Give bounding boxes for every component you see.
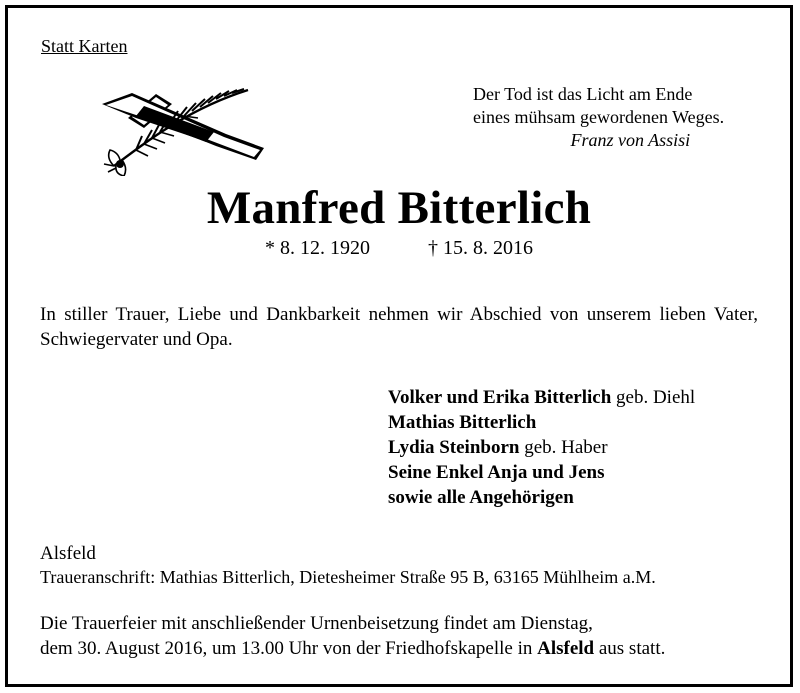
quote-block [473,83,724,152]
death-date: † 15. 8. 2016 [428,237,533,259]
signer-line: Volker und Erika Bitterlich geb. Diehl [388,387,696,408]
service-line-1: Die Trauerfeier mit anschließender Urnenbeisetzung findet am Dienstag, [40,613,593,634]
service-line-2: dem 30. August 2016, um 13.00 Uhr von der Friedhofskapelle in Alsfeld aus statt. [40,638,666,659]
signer-line: Mathias Bitterlich [388,412,537,433]
farewell-text: In stiller Trauer, Liebe und Dankbarkeit nehmen wir Abschied von unserem lieben Vater, Schwiegervater und Opa. [40,304,758,350]
quote-line-1: Der Tod ist das Licht am Ende [473,84,693,104]
statt-karten-label: Statt Karten [41,36,128,56]
deceased-name: Manfred Bitterlich [206,182,592,234]
quote-author: Franz von Assisi [570,130,691,150]
signers-list [388,385,695,510]
place-name: Alsfeld [40,543,96,564]
birth-date: * 8. 12. 1920 [265,237,370,259]
signer-line: sowie alle Angehörigen [388,487,574,508]
signer-line: Lydia Steinborn geb. Haber [388,437,608,458]
funeral-service-info [40,611,665,661]
cross-with-palm-branch-icon [96,86,276,176]
mourning-address: Traueranschrift: Mathias Bitterlich, Dietesheimer Straße 95 B, 63165 Mühlheim a.M. [40,567,656,587]
cross-icon [102,93,264,160]
life-dates [8,237,790,260]
quote-line-2: eines mühsam gewordenen Weges. [473,107,725,127]
signer-line: Seine Enkel Anja und Jens [388,462,605,483]
obituary-frame [5,5,793,687]
